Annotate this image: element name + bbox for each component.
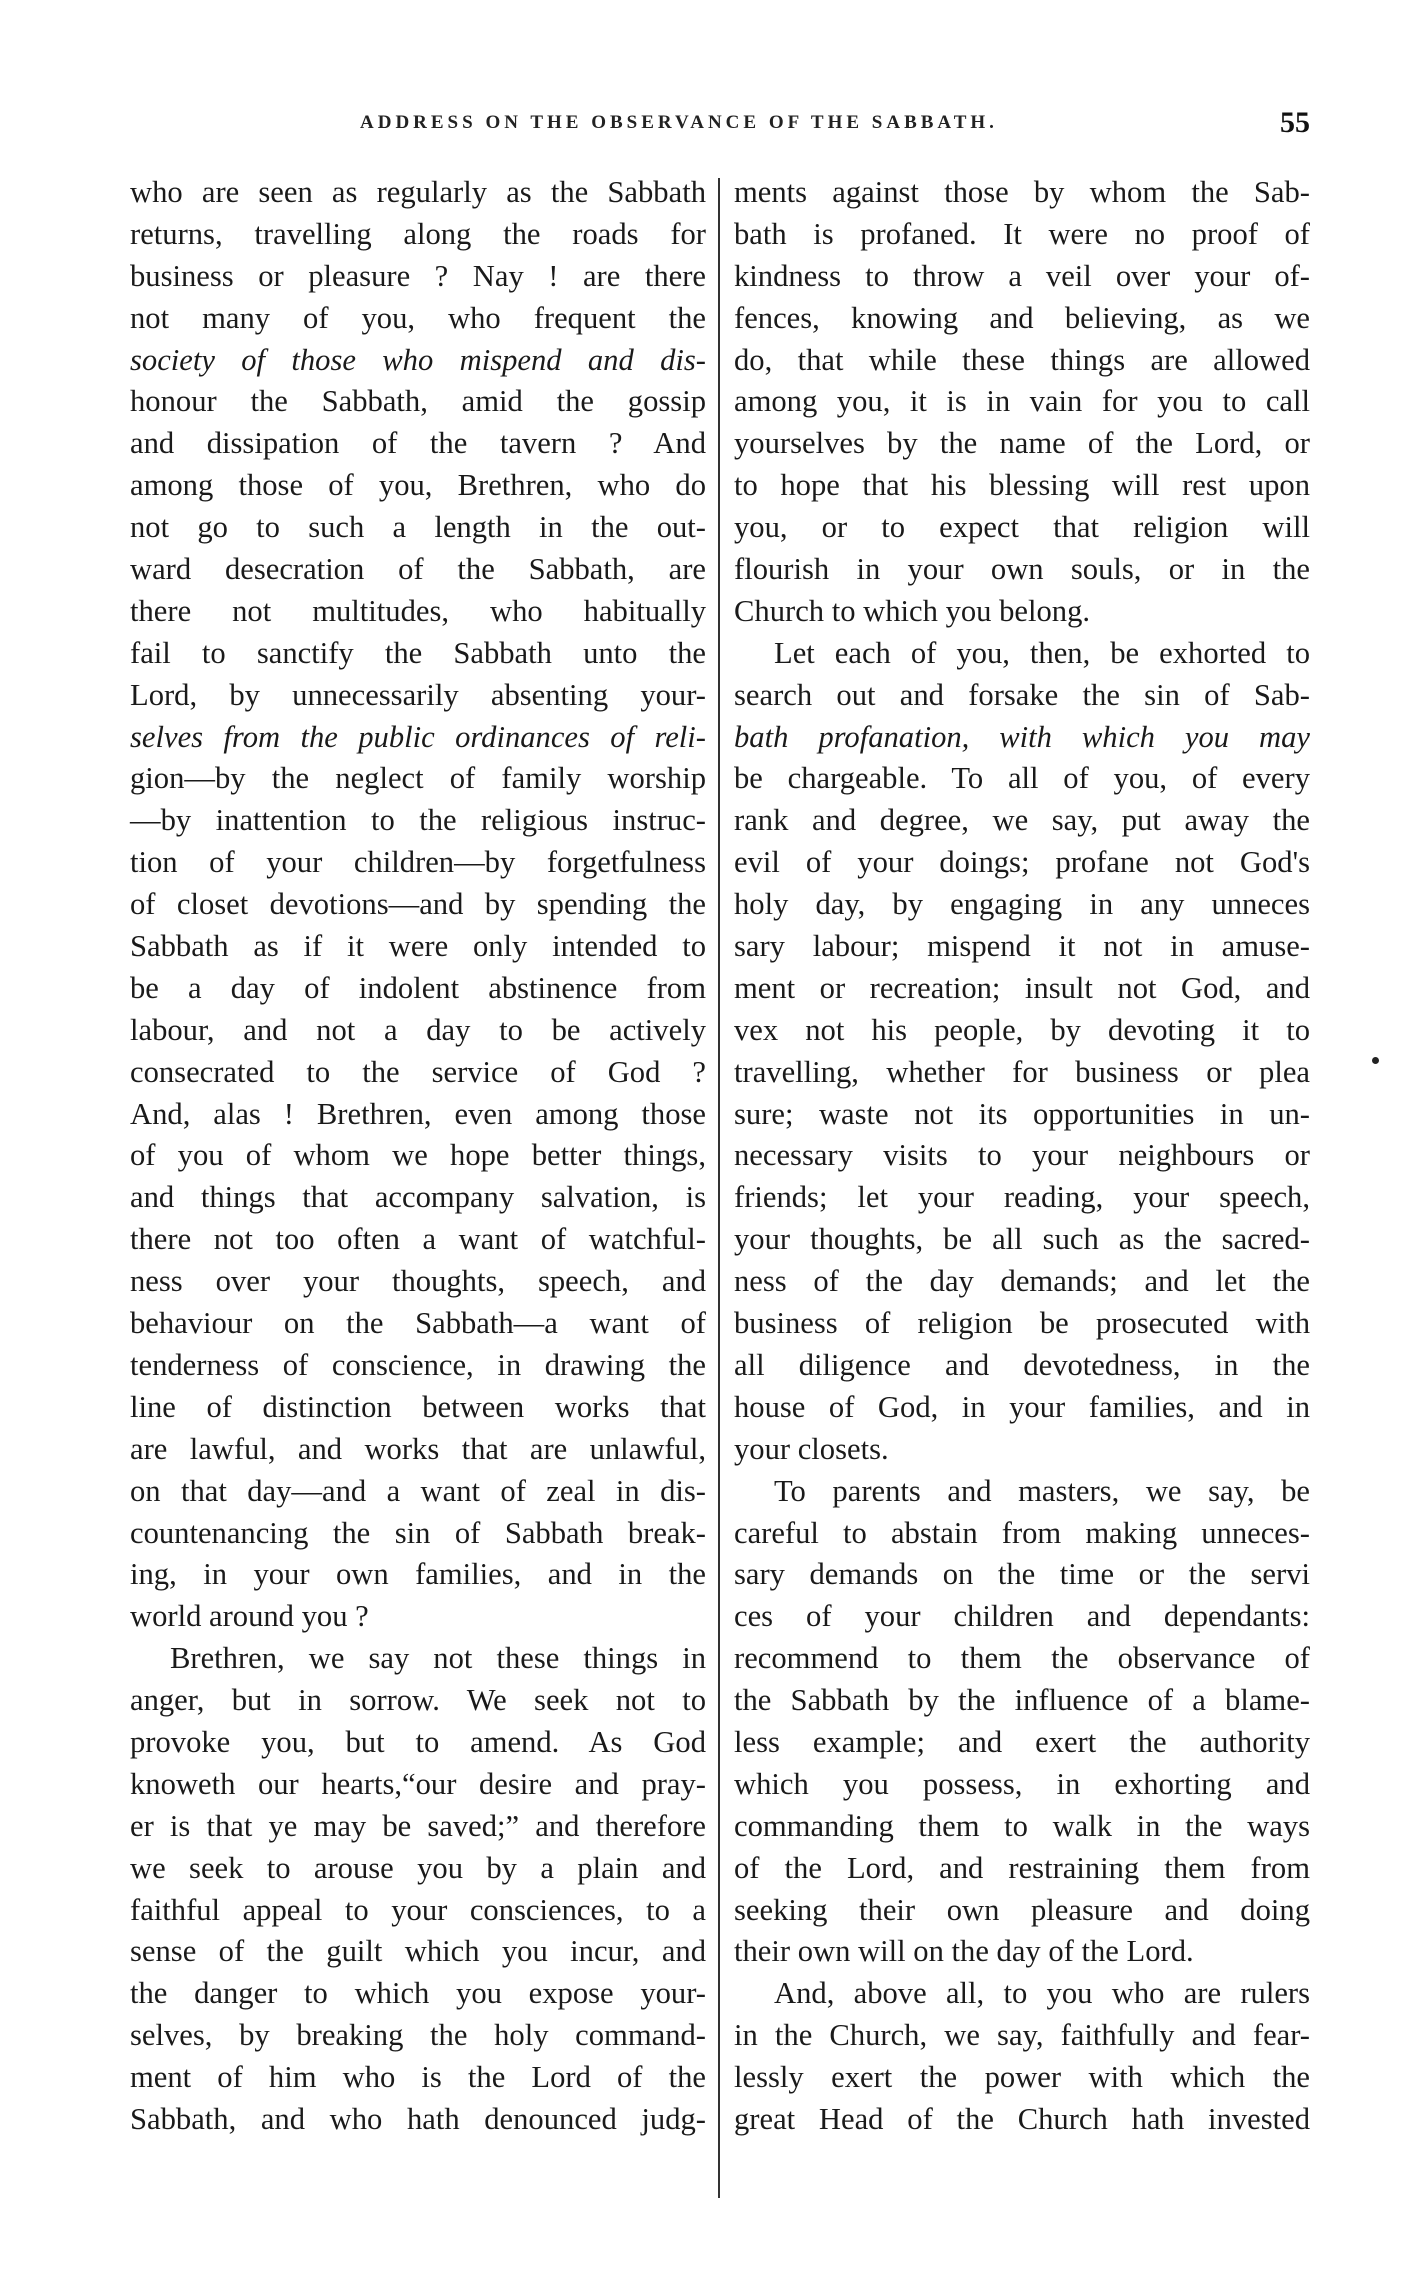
text-line: are lawful, and works that are unlawful, [130,1431,706,1466]
text-line: returns, travelling along the roads for [130,216,706,251]
text-line: provoke you, but to amend. As God [130,1724,706,1759]
text-line [130,717,706,759]
text-line: sense of the guilt which you incur, and [130,1934,706,1969]
text-line: you, or to expect that religion will [734,510,1310,545]
text-line: less example; and exert the authority [734,1724,1310,1759]
text-line: not go to such a length in the out- [130,510,706,545]
text-line: do, that while these things are allowed [734,342,1310,377]
text-line: the danger to which you expose your- [130,1976,706,2011]
text-line: all diligence and devotedness, in the [734,1347,1310,1382]
text-line [734,717,1310,759]
text-line: fences, knowing and believing, as we [734,300,1310,335]
left-text-column [130,172,706,2141]
right-text-column [734,172,1310,2141]
text-line: travelling, whether for business or plea [734,1054,1310,1089]
text-line: to hope that his blessing will rest upon [734,468,1310,503]
page-number: 55 [1280,106,1310,139]
text-line: line of distinction between works that [130,1389,706,1424]
text-line: faithful appeal to your consciences, to a [130,1892,706,1927]
text-line: And, alas ! Brethren, even among those [130,1096,706,1131]
text-line: Brethren, we say not these things in [170,1641,706,1676]
text-line: sary demands on the time or the servi [734,1557,1310,1592]
text-line: the Sabbath by the influence of a blame- [734,1683,1310,1718]
text-line: Church to which you belong. [734,593,1091,628]
text-line: seeking their own pleasure and doing [734,1892,1310,1927]
text-line: er is that ye may be saved;” and therefore [130,1808,706,1843]
text-line: who are seen as regularly as the Sabbath [130,175,706,209]
text-line: among those of you, Brethren, who do [130,468,706,503]
margin-ink-spot [1372,1057,1379,1064]
column-divider [718,178,720,2198]
text-line: ment or recreation; insult not God, and [734,970,1310,1005]
text-line: on that day—and a want of zeal in dis- [130,1473,706,1508]
running-title: ADDRESS ON THE OBSERVANCE OF THE SABBATH. [360,112,998,133]
text-line: Lord, by unnecessarily absenting your- [130,677,706,712]
italic-text: bath profanation, with which you may [734,719,1310,754]
text-line: ing, in your own families, and in the [130,1557,706,1592]
text-line: gion—by the neglect of family worship [130,761,706,796]
text-line: And, above all, to you who are rulers [774,1976,1310,2011]
text-line: be chargeable. To all of you, of every [734,761,1310,796]
text-line: your closets. [734,1431,889,1466]
text-line: ces of your children and dependants: [734,1599,1310,1634]
text-line: necessary visits to your neighbours or [734,1138,1310,1173]
text-line: knoweth our hearts,“our desire and pray- [130,1766,706,1801]
text-line: their own will on the day of the Lord. [734,1934,1194,1969]
text-line: honour the Sabbath, amid the gossip [130,384,706,419]
text-line: holy day, by engaging in any unneces [734,887,1310,922]
text-line: tenderness of conscience, in drawing the [130,1347,706,1382]
text-line: there not too often a want of watchful- [130,1222,706,1257]
text-line: of closet devotions—and by spending the [130,887,706,922]
text-line: behaviour on the Sabbath—a want of [130,1306,706,1341]
text-line: among you, it is in vain for you to call [734,384,1310,419]
text-line: ward desecration of the Sabbath, are [130,552,706,587]
text-line: consecrated to the service of God ? [130,1054,706,1089]
text-line: ness of the day demands; and let the [734,1264,1310,1299]
italic-text: society of those who mispend and dis- [130,342,706,377]
text-line: and things that accompany salvation, is [130,1180,706,1215]
text-line: which you possess, in exhorting and [734,1766,1310,1801]
text-line: selves, by breaking the holy command- [130,2018,706,2053]
text-line: your thoughts, be all such as the sacred- [734,1222,1310,1257]
text-line: of the Lord, and restraining them from [734,1850,1310,1885]
text-line: house of God, in your families, and in [734,1389,1310,1424]
running-head [130,106,1310,152]
text-line: great Head of the Church hath invested [734,2101,1310,2136]
text-line: —by inattention to the religious instruc- [130,803,706,838]
text-line: and dissipation of the tavern ? And [130,426,706,461]
text-line: recommend to them the observance of [734,1641,1310,1676]
text-line: vex not his people, by devoting it to [734,1012,1310,1047]
text-line: careful to abstain from making unneces- [734,1515,1310,1550]
text-line: tion of your children—by forgetfulness [130,845,706,880]
text-line: business of religion be prosecuted with [734,1306,1310,1341]
text-line: Sabbath, and who hath denounced judg- [130,2101,706,2136]
text-line: in the Church, we say, faithfully and fear- [734,2018,1310,2053]
text-line: of you of whom we hope better things, [130,1138,706,1173]
text-line: ness over your thoughts, speech, and [130,1264,706,1299]
text-line: To parents and masters, we say, be [774,1473,1310,1508]
text-line: commanding them to walk in the ways [734,1808,1310,1843]
text-line: Sabbath as if it were only intended to [130,929,706,964]
text-line: business or pleasure ? Nay ! are there [130,258,706,293]
text-line: kindness to throw a veil over your of- [734,258,1310,293]
italic-text: selves from the public ordinances of reli- [130,719,706,754]
text-line: there not multitudes, who habitually [130,593,706,628]
text-line: bath is profaned. It were no proof of [734,216,1310,251]
text-line: fail to sanctify the Sabbath unto the [130,635,706,670]
text-line: countenancing the sin of Sabbath break- [130,1515,706,1550]
text-line: be a day of indolent abstinence from [130,970,706,1005]
text-line: world around you ? [130,1599,369,1634]
text-line: ments against those by whom the Sab- [734,175,1310,209]
text-line: sure; waste not its opportunities in un- [734,1096,1310,1131]
text-line: yourselves by the name of the Lord, or [734,426,1310,461]
text-line [130,340,706,382]
text-line: we seek to arouse you by a plain and [130,1850,706,1885]
text-line: friends; let your reading, your speech, [734,1180,1310,1215]
text-line: evil of your doings; profane not God's [734,845,1310,880]
text-line: rank and degree, we say, put away the [734,803,1310,838]
text-line: ment of him who is the Lord of the [130,2060,706,2095]
text-line: not many of you, who frequent the [130,300,706,335]
text-line: sary labour; mispend it not in amuse- [734,929,1310,964]
text-line: labour, and not a day to be actively [130,1012,706,1047]
text-line: anger, but in sorrow. We seek not to [130,1683,706,1718]
text-line: Let each of you, then, be exhorted to [774,635,1310,670]
text-line: flourish in your own souls, or in the [734,552,1310,587]
text-line: search out and forsake the sin of Sab- [734,677,1310,712]
text-line: lessly exert the power with which the [734,2060,1310,2095]
